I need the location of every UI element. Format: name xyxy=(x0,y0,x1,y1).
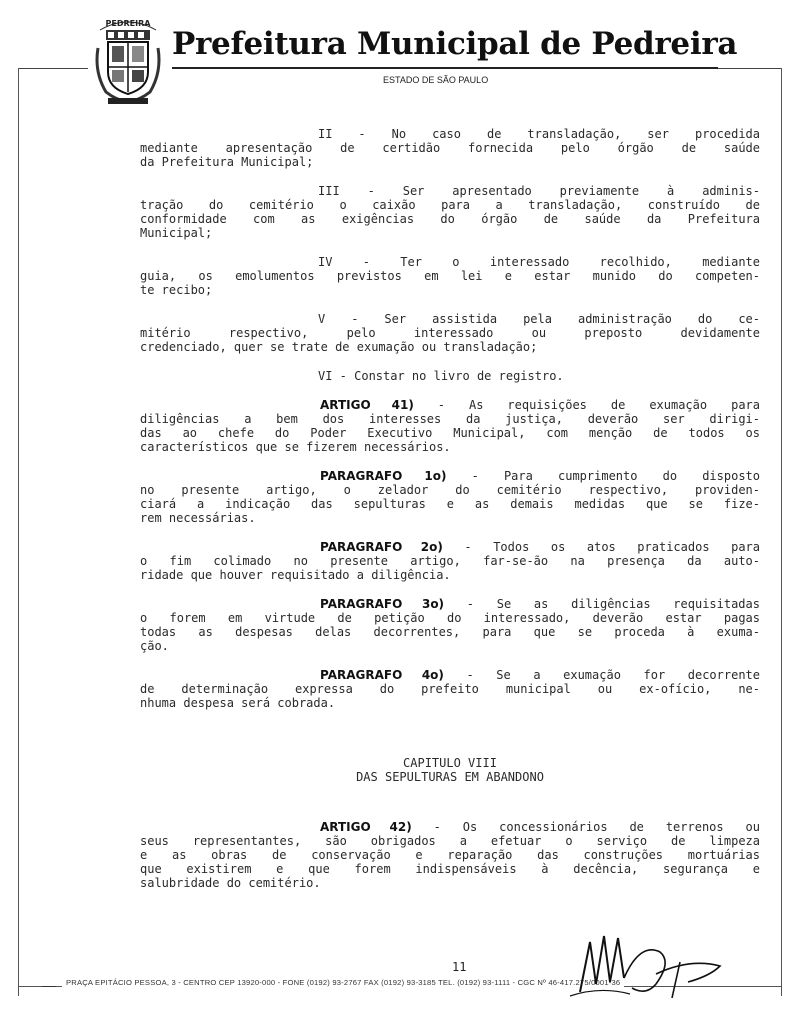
text-line: rem necessárias. xyxy=(140,511,256,525)
item-v xyxy=(140,312,760,354)
text-line: V - Ser assistida pela administração do ce- xyxy=(318,312,760,326)
text-line: o forem em virtude de petição do interessado, deverão estar pagas xyxy=(140,611,760,625)
city-crest-icon xyxy=(92,12,164,112)
text-line: das ao chefe do Poder Executivo Municipal, com menção de todos os xyxy=(140,426,760,440)
paragraph-4 xyxy=(140,668,760,710)
text-line: - Todos os atos praticados para xyxy=(442,540,761,554)
chapter-number: CAPITULO VIII xyxy=(403,756,497,770)
page-number: 11 xyxy=(452,960,467,974)
text-line: guia, os emolumentos previstos em lei e estar munido do competen- xyxy=(140,269,760,283)
text-line: VI - Constar no livro de registro. xyxy=(318,369,564,383)
text-line: II - No caso de transladação, ser procedida xyxy=(318,127,760,141)
text-line: da Prefeitura Municipal; xyxy=(140,155,314,169)
item-ii xyxy=(140,127,760,169)
frame-line xyxy=(781,68,782,996)
chapter-title: DAS SEPULTURAS EM ABANDONO xyxy=(356,770,544,784)
paragraph-heading: PARAGRAFO 3o) xyxy=(320,597,445,611)
chapter-heading xyxy=(140,756,760,784)
text-line: que existirem e que forem indispensáveis à decência, segurança e xyxy=(140,862,760,876)
text-line: ção. xyxy=(140,639,169,653)
article-heading: ARTIGO 42) xyxy=(320,820,412,834)
text-line: salubridade do cemitério. xyxy=(140,876,321,890)
text-line: III - Ser apresentado previamente à adminis- xyxy=(318,184,760,198)
footer-dash xyxy=(42,986,56,987)
frame-line xyxy=(18,68,88,69)
text-line: diligências a bem dos interesses da justiça, deverão ser dirigi- xyxy=(140,412,760,426)
frame-line xyxy=(718,68,782,69)
text-line: - Para cumprimento do disposto xyxy=(446,469,760,483)
text-line: nhuma despesa será cobrada. xyxy=(140,696,336,710)
article-42 xyxy=(140,820,760,890)
text-line: mitério respectivo, pelo interessado ou preposto devidamente xyxy=(140,326,760,340)
text-line: - As requisições de exumação para xyxy=(413,398,760,412)
page-title: Prefeitura Municipal de Pedreira xyxy=(172,26,738,62)
text-line: de determinação expressa do prefeito municipal ou ex-ofício, ne- xyxy=(140,682,760,696)
article-heading: ARTIGO 41) xyxy=(320,398,414,412)
paragraph-heading: PARAGRAFO 1o) xyxy=(320,469,447,483)
text-line: ciará a indicação das sepulturas e as demais medidas que se fize- xyxy=(140,497,760,511)
title-underline xyxy=(172,67,718,69)
paragraph-2 xyxy=(140,540,760,582)
frame-line xyxy=(18,68,19,996)
text-line: - Se as diligências requisitadas xyxy=(444,597,760,611)
state-subtitle: ESTADO DE SÃO PAULO xyxy=(383,75,489,85)
text-line: te recibo; xyxy=(140,283,213,297)
text-line: todas as despesas delas decorrentes, para que se proceda à exuma- xyxy=(140,625,760,639)
text-line: IV - Ter o interessado recolhido, mediante xyxy=(318,255,760,269)
text-line: e as obras de conservação e reparação das construções mortuárias xyxy=(140,848,760,862)
text-line: conformidade com as exigências do órgão de saúde da Prefeitura xyxy=(140,212,760,226)
paragraph-3 xyxy=(140,597,760,653)
document-body xyxy=(140,127,760,905)
text-line: o fim colimado no presente artigo, far-se-ão na presença da auto- xyxy=(140,554,760,568)
item-iv xyxy=(140,255,760,297)
text-line: seus representantes, são obrigados a efetuar o serviço de limpeza xyxy=(140,834,760,848)
text-line: - Os concessionários de terrenos ou xyxy=(411,820,760,834)
paragraph-1 xyxy=(140,469,760,525)
paragraph-heading: PARAGRAFO 4o) xyxy=(320,668,444,682)
signature-icon xyxy=(560,922,740,1004)
footer-address: PRAÇA EPITÁCIO PESSOA, 3 - CENTRO CEP 13920-000 - FONE (0192) 93-2767 FAX (0192) 93-3185 TEL. (0192) 93-1111 - CGC Nº 46-417.275/0001-36 xyxy=(62,978,624,987)
text-line: ridade que houver requisitado a diligência. xyxy=(140,568,451,582)
item-iii xyxy=(140,184,760,240)
crest-motto: PEDREIRA xyxy=(105,19,151,28)
text-line: mediante apresentação de certidão fornecida pelo órgão de saúde xyxy=(140,141,760,155)
article-41 xyxy=(140,398,760,454)
text-line: Municipal; xyxy=(140,226,213,240)
text-line: credenciado, quer se trate de exumação ou transladação; xyxy=(140,340,538,354)
text-line: tração do cemitério o caixão para a transladação, construído de xyxy=(140,198,760,212)
paragraph-heading: PARAGRAFO 2o) xyxy=(320,540,443,554)
text-line: no presente artigo, o zelador do cemitério respectivo, providen- xyxy=(140,483,760,497)
item-vi xyxy=(140,369,760,383)
text-line: característicos que se fizerem necessários. xyxy=(140,440,451,454)
text-line: - Se a exumação for decorrente xyxy=(443,668,760,682)
